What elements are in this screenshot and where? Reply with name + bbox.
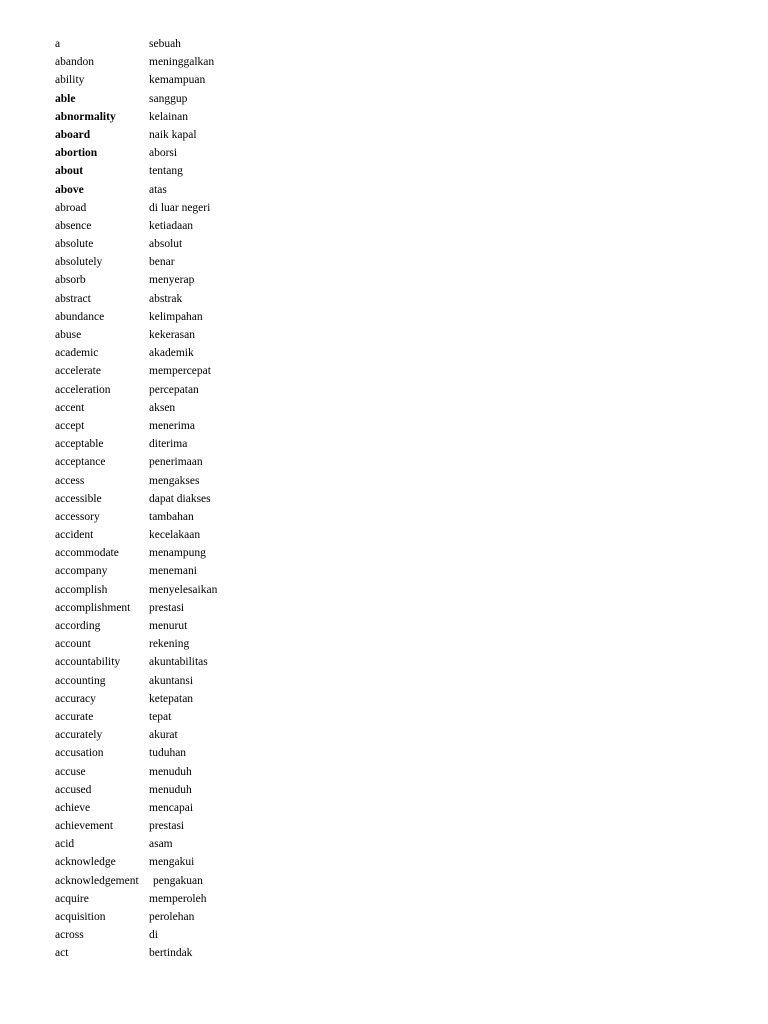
indonesian-translation: meninggalkan — [149, 56, 215, 69]
indonesian-translation: menemani — [149, 565, 197, 578]
english-word: accurate — [55, 710, 94, 723]
indonesian-translation: menyelesaikan — [149, 583, 218, 596]
indonesian-translation: tambahan — [149, 510, 194, 523]
english-word: absence — [55, 219, 92, 232]
glossary-row — [55, 944, 355, 962]
english-word: accident — [55, 529, 94, 542]
indonesian-translation: percepatan — [149, 383, 199, 396]
english-word: acquire — [55, 892, 89, 905]
indonesian-translation: akuntansi — [149, 674, 194, 687]
indonesian-translation: menurut — [149, 620, 188, 632]
indonesian-translation: menampung — [149, 547, 206, 560]
english-word: acceptance — [55, 456, 106, 469]
indonesian-translation: bertindak — [149, 947, 193, 960]
english-word: account — [55, 638, 91, 651]
english-word: accept — [55, 419, 85, 432]
english-word: across — [55, 929, 84, 942]
english-word: abuse — [55, 329, 82, 341]
english-word: ability — [55, 74, 85, 87]
english-word: absolutely — [55, 256, 103, 269]
glossary-row — [55, 617, 355, 635]
english-word: acknowledge — [55, 856, 116, 869]
english-word: able — [55, 92, 76, 105]
glossary-row — [55, 690, 355, 708]
indonesian-translation: ketiadaan — [149, 219, 194, 232]
glossary-row — [55, 744, 355, 762]
english-word: accounting — [55, 674, 106, 687]
english-word: accomplishment — [55, 601, 131, 614]
glossary-row — [55, 271, 355, 289]
glossary-row — [55, 835, 355, 853]
indonesian-translation: diterima — [149, 438, 188, 451]
english-word: accessory — [55, 510, 100, 523]
english-word: act — [55, 947, 69, 960]
indonesian-translation: perolehan — [149, 911, 195, 923]
indonesian-translation: aksen — [149, 401, 176, 414]
english-word: abstract — [55, 292, 91, 305]
glossary-row — [55, 217, 355, 235]
glossary-row — [55, 235, 355, 253]
indonesian-translation: tentang — [149, 165, 183, 178]
indonesian-translation: kecelakaan — [149, 529, 201, 542]
glossary-row — [55, 199, 355, 217]
glossary-row — [55, 908, 355, 926]
english-word: abundance — [55, 310, 105, 323]
indonesian-translation: akurat — [149, 729, 178, 742]
glossary-row — [55, 653, 355, 671]
glossary-row — [55, 872, 355, 890]
glossary-row — [55, 90, 355, 108]
english-word: abandon — [55, 56, 94, 69]
english-word: accuracy — [55, 692, 96, 705]
english-word: absolute — [55, 238, 94, 251]
english-word: accuse — [55, 765, 86, 778]
english-word: acceptable — [55, 438, 104, 451]
glossary-row — [55, 108, 355, 126]
english-word: accused — [55, 783, 92, 796]
glossary-row — [55, 417, 355, 435]
indonesian-translation: akademik — [149, 347, 194, 360]
indonesian-translation: mempercepat — [149, 365, 211, 378]
indonesian-translation: penerimaan — [149, 456, 203, 469]
glossary-row — [55, 490, 355, 508]
glossary-row — [55, 399, 355, 417]
indonesian-translation: tepat — [149, 710, 172, 723]
english-word: achievement — [55, 820, 114, 833]
glossary-row — [55, 581, 355, 599]
indonesian-translation: mengakses — [149, 474, 200, 487]
glossary-row — [55, 71, 355, 89]
glossary-row — [55, 817, 355, 835]
indonesian-translation: pengakuan — [153, 874, 203, 887]
glossary-row — [55, 508, 355, 526]
indonesian-translation: mengakui — [149, 856, 195, 869]
indonesian-translation: aborsi — [149, 147, 178, 160]
english-word: accountability — [55, 656, 121, 669]
english-word: about — [55, 165, 84, 178]
indonesian-translation: kelimpahan — [149, 310, 203, 323]
indonesian-translation: sebuah — [149, 38, 181, 50]
glossary-row — [55, 853, 355, 871]
english-word: achieve — [55, 801, 91, 814]
indonesian-translation: abstrak — [149, 292, 183, 305]
english-word: access — [55, 474, 85, 487]
glossary-row — [55, 181, 355, 199]
glossary-row — [55, 562, 355, 580]
english-word: acceleration — [55, 383, 111, 396]
glossary-row — [55, 781, 355, 799]
english-word: acid — [55, 838, 75, 851]
english-word: abnormality — [55, 110, 116, 123]
indonesian-translation: atas — [149, 183, 167, 196]
indonesian-translation: prestasi — [149, 820, 185, 833]
glossary-row — [55, 144, 355, 162]
english-word: accomplish — [55, 583, 108, 596]
indonesian-translation: menuduh — [149, 765, 192, 778]
indonesian-translation: kekerasan — [149, 329, 195, 341]
glossary-row — [55, 799, 355, 817]
glossary-row — [55, 544, 355, 562]
indonesian-translation: kemampuan — [149, 74, 206, 87]
english-word: academic — [55, 347, 99, 360]
glossary-row — [55, 526, 355, 544]
glossary-row — [55, 435, 355, 453]
indonesian-translation: memperoleh — [149, 892, 207, 905]
glossary-row — [55, 672, 355, 690]
indonesian-translation: menyerap — [149, 274, 195, 287]
english-word: accent — [55, 401, 85, 414]
glossary-row — [55, 308, 355, 326]
glossary-row — [55, 126, 355, 144]
english-word: abroad — [55, 201, 87, 214]
english-word: accommodate — [55, 547, 119, 560]
indonesian-translation: rekening — [149, 638, 190, 651]
english-word: according — [55, 620, 101, 632]
english-word: aboard — [55, 128, 91, 141]
glossary-row — [55, 708, 355, 726]
glossary-row — [55, 344, 355, 362]
english-word: a — [55, 38, 61, 50]
indonesian-translation: dapat diakses — [149, 492, 211, 505]
glossary-row — [55, 362, 355, 380]
english-word: accompany — [55, 565, 108, 578]
glossary-row — [55, 381, 355, 399]
english-word: acquisition — [55, 911, 106, 923]
indonesian-translation: menuduh — [149, 783, 192, 796]
english-word: accusation — [55, 747, 104, 760]
english-word: abortion — [55, 147, 98, 160]
indonesian-translation: asam — [149, 838, 173, 851]
glossary-row — [55, 599, 355, 617]
indonesian-translation: benar — [149, 256, 175, 269]
english-word: above — [55, 183, 84, 196]
glossary-list — [55, 35, 355, 963]
glossary-row — [55, 890, 355, 908]
english-word: accurately — [55, 729, 103, 742]
english-word: absorb — [55, 274, 86, 287]
indonesian-translation: akuntabilitas — [149, 656, 208, 669]
indonesian-translation: sanggup — [149, 92, 188, 105]
glossary-row — [55, 290, 355, 308]
indonesian-translation: di luar negeri — [149, 201, 211, 214]
glossary-row — [55, 453, 355, 471]
glossary-row — [55, 726, 355, 744]
glossary-row — [55, 162, 355, 180]
glossary-row — [55, 763, 355, 781]
indonesian-translation: prestasi — [149, 601, 185, 614]
glossary-row — [55, 253, 355, 271]
glossary-row — [55, 635, 355, 653]
indonesian-translation: naik kapal — [149, 128, 197, 141]
indonesian-translation: absolut — [149, 238, 183, 251]
indonesian-translation: di — [149, 929, 158, 942]
indonesian-translation: kelainan — [149, 110, 188, 123]
indonesian-translation: tuduhan — [149, 747, 187, 760]
indonesian-translation: ketepatan — [149, 692, 194, 705]
glossary-row — [55, 53, 355, 71]
indonesian-translation: menerima — [149, 419, 195, 432]
english-word: acknowledgement — [55, 874, 139, 887]
glossary-row — [55, 35, 355, 53]
glossary-row — [55, 472, 355, 490]
indonesian-translation: mencapai — [149, 801, 194, 814]
glossary-row — [55, 326, 355, 344]
glossary-row — [55, 926, 355, 944]
english-word: accessible — [55, 492, 102, 505]
english-word: accelerate — [55, 365, 101, 378]
